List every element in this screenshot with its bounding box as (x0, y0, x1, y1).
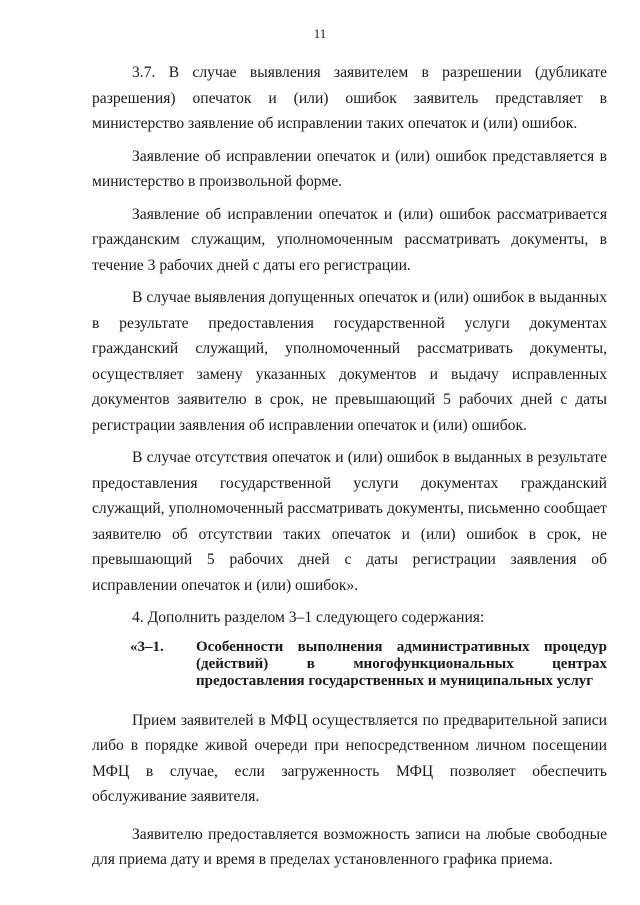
paragraph-reception: Прием заявителей в МФЦ осуществляется по предварительной записи либо в порядке живой очереди при непосредственном личном посещении МФЦ в случае, если загруженность МФЦ позволяет обеспечить обслуживание заявителя. (92, 711, 607, 805)
document-body (92, 60, 607, 880)
paragraph-3-7: 3.7. В случае выявления заявителем в разрешении (дубликате разрешения) опечаток и (или) ошибок заявитель представляет в министерство заявление об исправлении таких опечаток и (или) ошибок. (92, 64, 607, 132)
section-number: «3–1. (130, 638, 164, 655)
page-number: 11 (313, 26, 327, 41)
paragraph-booking: Заявителю предоставляется возможность записи на любые свободные для приема дату и время в пределах установленного графика приема. (92, 825, 607, 868)
paragraph-free-form: Заявление об исправлении опечаток и (или) ошибок представляется в министерство в произвольной форме. (92, 147, 607, 190)
paragraph-review-term: Заявление об исправлении опечаток и (или) ошибок рассматривается гражданским служащим, уполномоченным рассматривать документы, в течение 3 рабочих дней с даты его регистрации. (92, 205, 607, 274)
section-title: Особенности выполнения административных процедур (действий) в многофункциональных центрах предоставления государственных и муниципальных услуг (196, 638, 607, 689)
paragraph-no-errors: В случае отсутствия опечаток и (или) ошибок в выданных в результате предоставления государственной услуги документах гражданский служащий, уполномоченный рассматривать документы, письменно сообщает заявителю об отсутствии таких опечаток и (или) ошибок в срок, не превышающий 5 рабочих дней с даты регистрации заявления об исправлении опечаток и (или) ошибок». (92, 449, 607, 594)
section-heading (92, 639, 607, 690)
paragraph-add-section: 4. Дополнить разделом 3–1 следующего содержания: (132, 609, 485, 626)
paragraph-errors-found: В случае выявления допущенных опечаток и (или) ошибок в выданных в результате предоставления государственной услуги документах гражданский служащий, уполномоченный рассматривать документы, осуществляет замену указанных документов и выдачу исправленных документов заявителю в срок, не превышающий 5 рабочих дней с даты регистрации заявления об исправлении опечаток и (или) ошибок. (92, 289, 607, 434)
